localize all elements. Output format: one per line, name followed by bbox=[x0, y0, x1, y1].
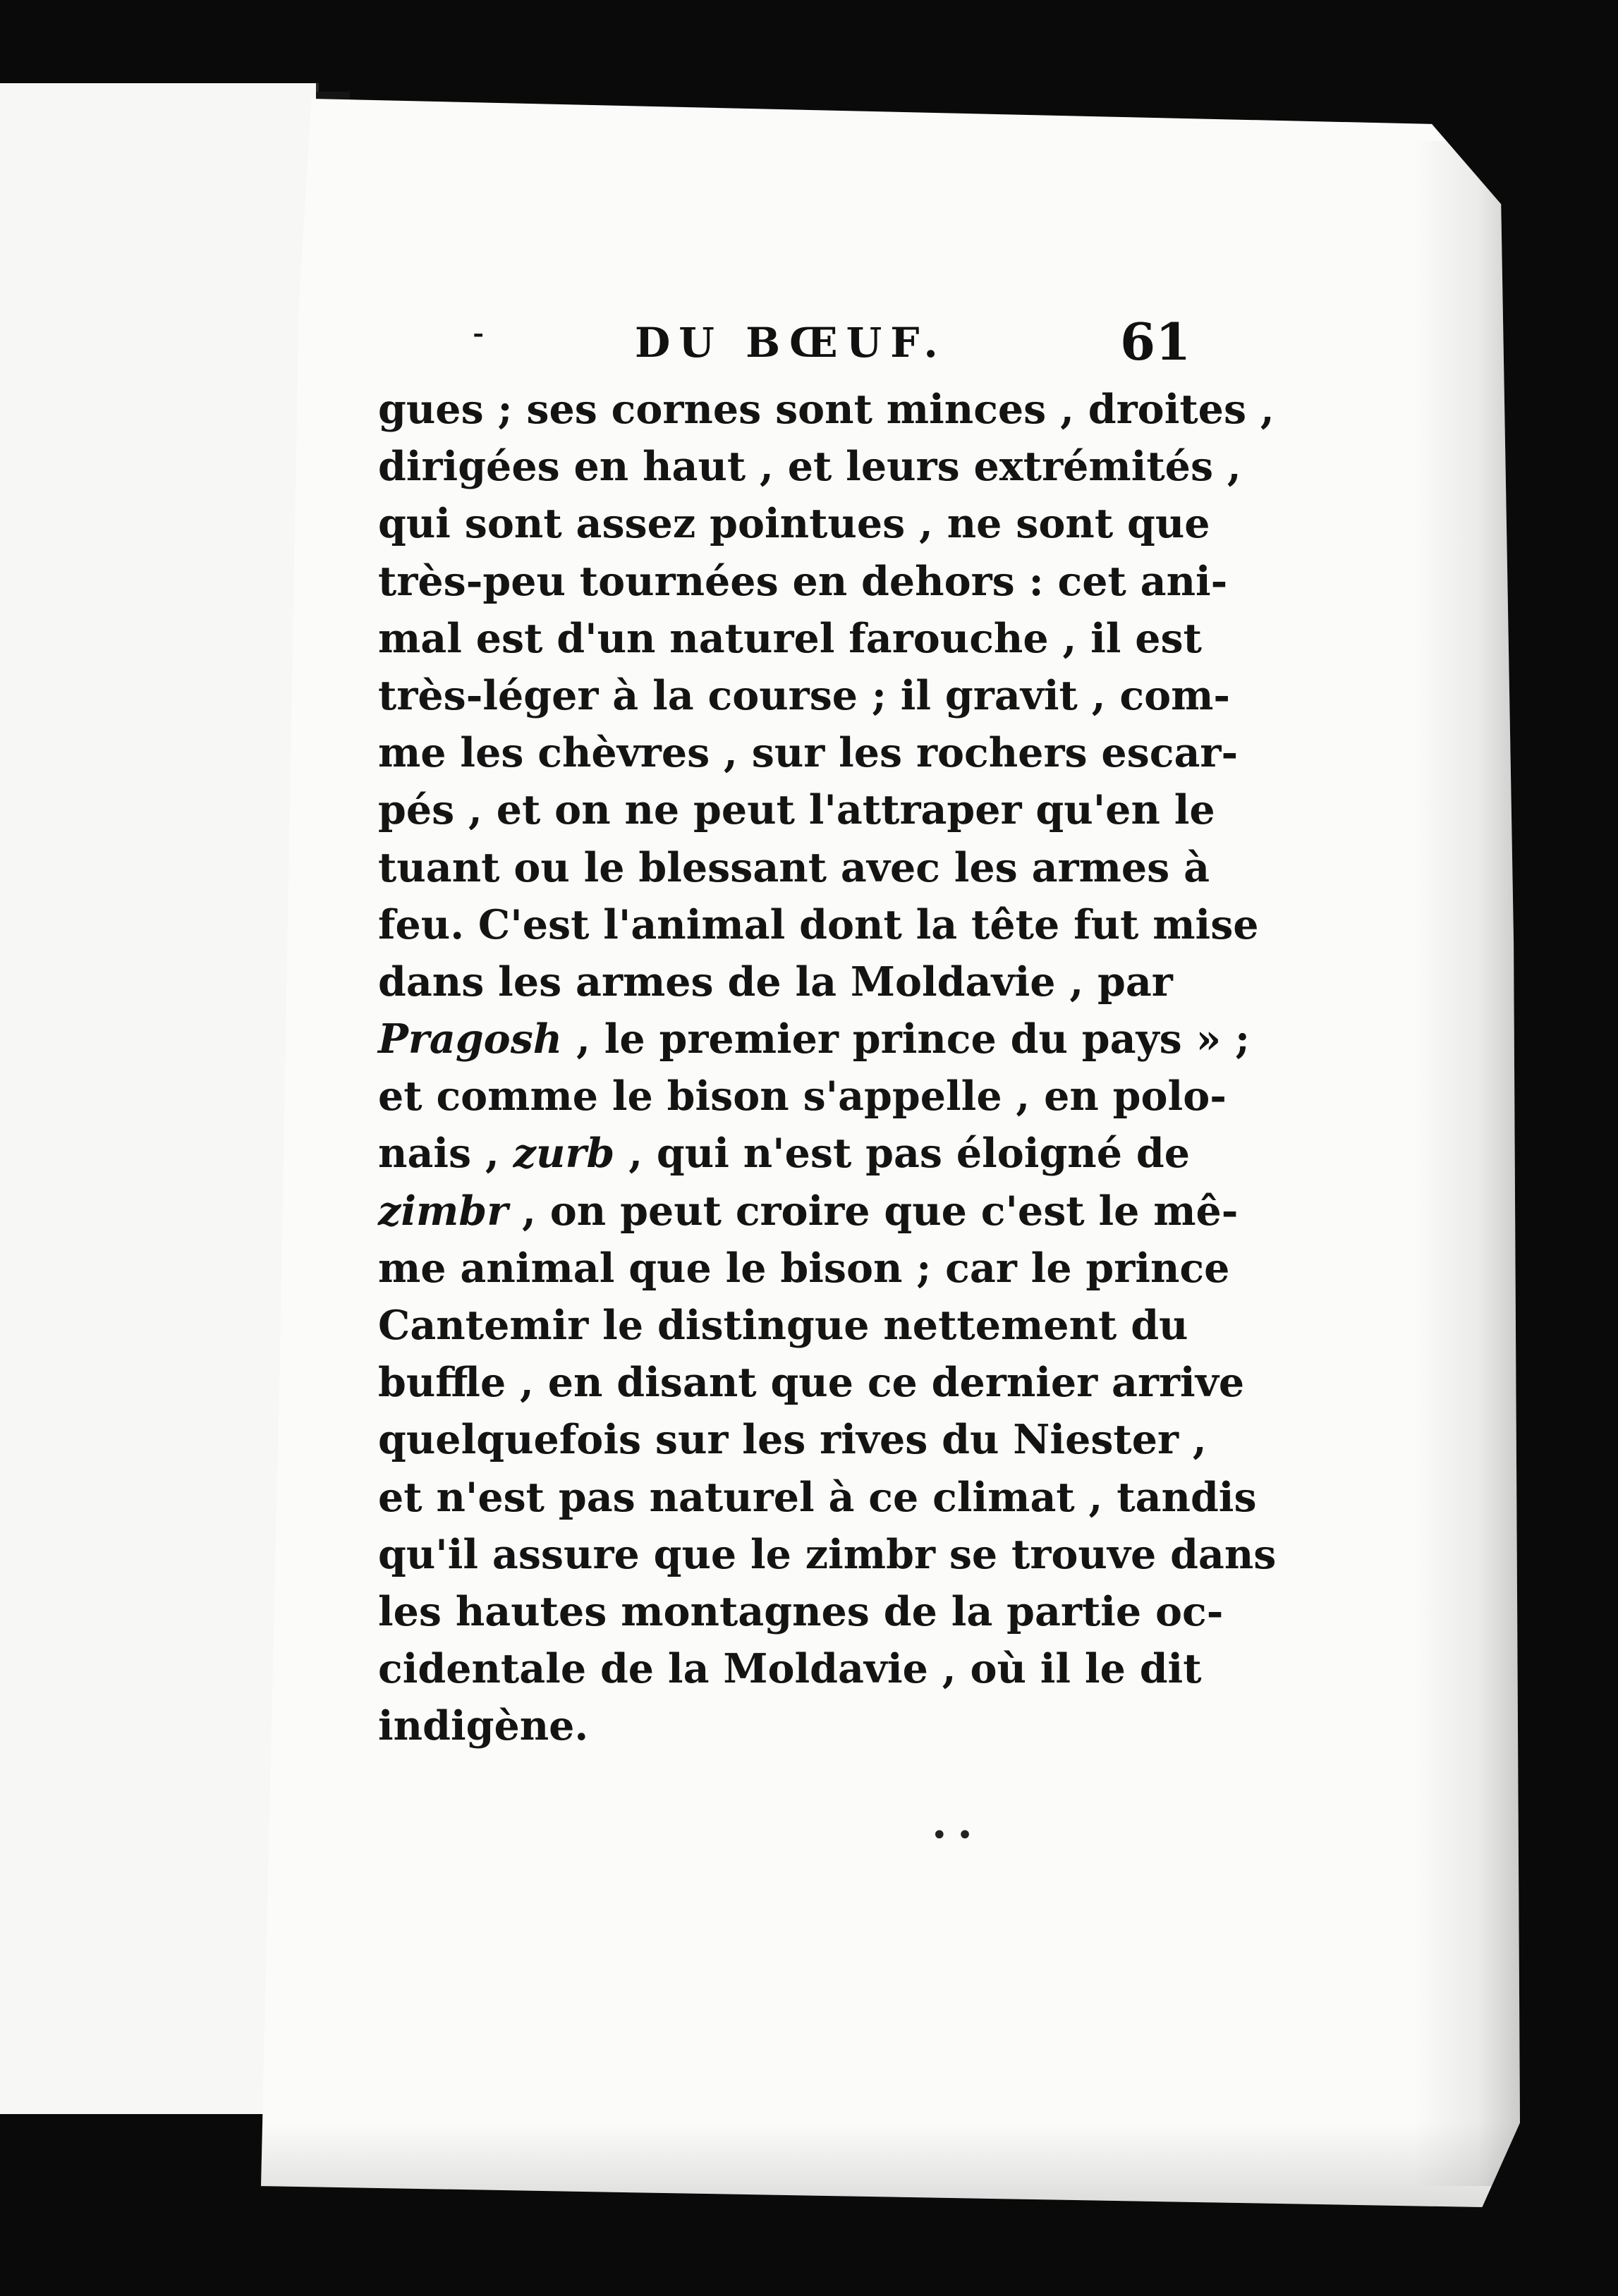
italic-word-zurb: zurb bbox=[513, 1130, 615, 1178]
text-segment: , le premier prince du pays » ; bbox=[576, 1015, 1251, 1063]
text-segment: , qui n'est pas éloigné de bbox=[628, 1130, 1190, 1178]
text-line: quelquefois sur les rives du Niester , bbox=[378, 1416, 1207, 1464]
running-header bbox=[471, 312, 1191, 382]
text-line: me les chèvres , sur les rochers escar- bbox=[378, 729, 1239, 777]
text-line: mal est d'un naturel farouche , il est bbox=[378, 614, 1202, 662]
text-line: buffle , en disant que ce dernier arrive bbox=[378, 1359, 1245, 1407]
text-segment: nais , bbox=[378, 1130, 499, 1178]
text-line: Cantemir le distingue nettement du bbox=[378, 1302, 1188, 1349]
page-number: 61 bbox=[1120, 312, 1191, 372]
text-line: très-peu tournées en dehors : cet ani- bbox=[378, 557, 1228, 605]
text-line: me animal que le bison ; car le prince bbox=[378, 1244, 1230, 1292]
body-text bbox=[378, 381, 1277, 1755]
ink-specks: • • bbox=[931, 1819, 973, 1852]
text-line-pragosh bbox=[378, 1010, 1251, 1068]
text-line: et comme le bison s'appelle , en polo- bbox=[378, 1073, 1227, 1120]
text-line: très-léger à la course ; il gravit , com- bbox=[378, 671, 1231, 719]
text-line: et n'est pas naturel à ce climat , tandis bbox=[378, 1473, 1257, 1521]
italic-word-zimbr: zimbr bbox=[378, 1187, 509, 1235]
text-line: qui sont assez pointues , ne sont que bbox=[378, 500, 1210, 548]
text-line-last: indigène. bbox=[378, 1702, 589, 1750]
text-line: les hautes montagnes de la partie oc- bbox=[378, 1587, 1224, 1635]
text-line-zimbr bbox=[378, 1183, 1239, 1240]
running-title: DU BŒUF. bbox=[635, 319, 947, 367]
text-line: pés , et on ne peut l'attraper qu'en le bbox=[378, 786, 1215, 834]
text-line: cidentale de la Moldavie , où il le dit bbox=[378, 1645, 1202, 1693]
text-line: dirigées en haut , et leurs extrémités , bbox=[378, 443, 1241, 491]
text-line: dans les armes de la Moldavie , par bbox=[378, 958, 1173, 1006]
text-line: feu. C'est l'animal dont la tête fut mise bbox=[378, 900, 1259, 948]
text-line-zurb bbox=[378, 1125, 1190, 1182]
page-edge-stain bbox=[1414, 141, 1520, 2186]
text-line: gues ; ses cornes sont minces , droites , bbox=[378, 386, 1275, 433]
header-ornament: ⁃ bbox=[471, 320, 485, 353]
text-line: tuant ou le blessant avec les armes à bbox=[378, 843, 1210, 891]
text-line: qu'il assure que le zimbr se trouve dans bbox=[378, 1530, 1277, 1578]
italic-name-pragosh: Pragosh bbox=[378, 1015, 563, 1063]
page-bottom-stain bbox=[261, 2123, 1520, 2207]
text-segment: , on peut croire que c'est le mê- bbox=[522, 1187, 1239, 1235]
